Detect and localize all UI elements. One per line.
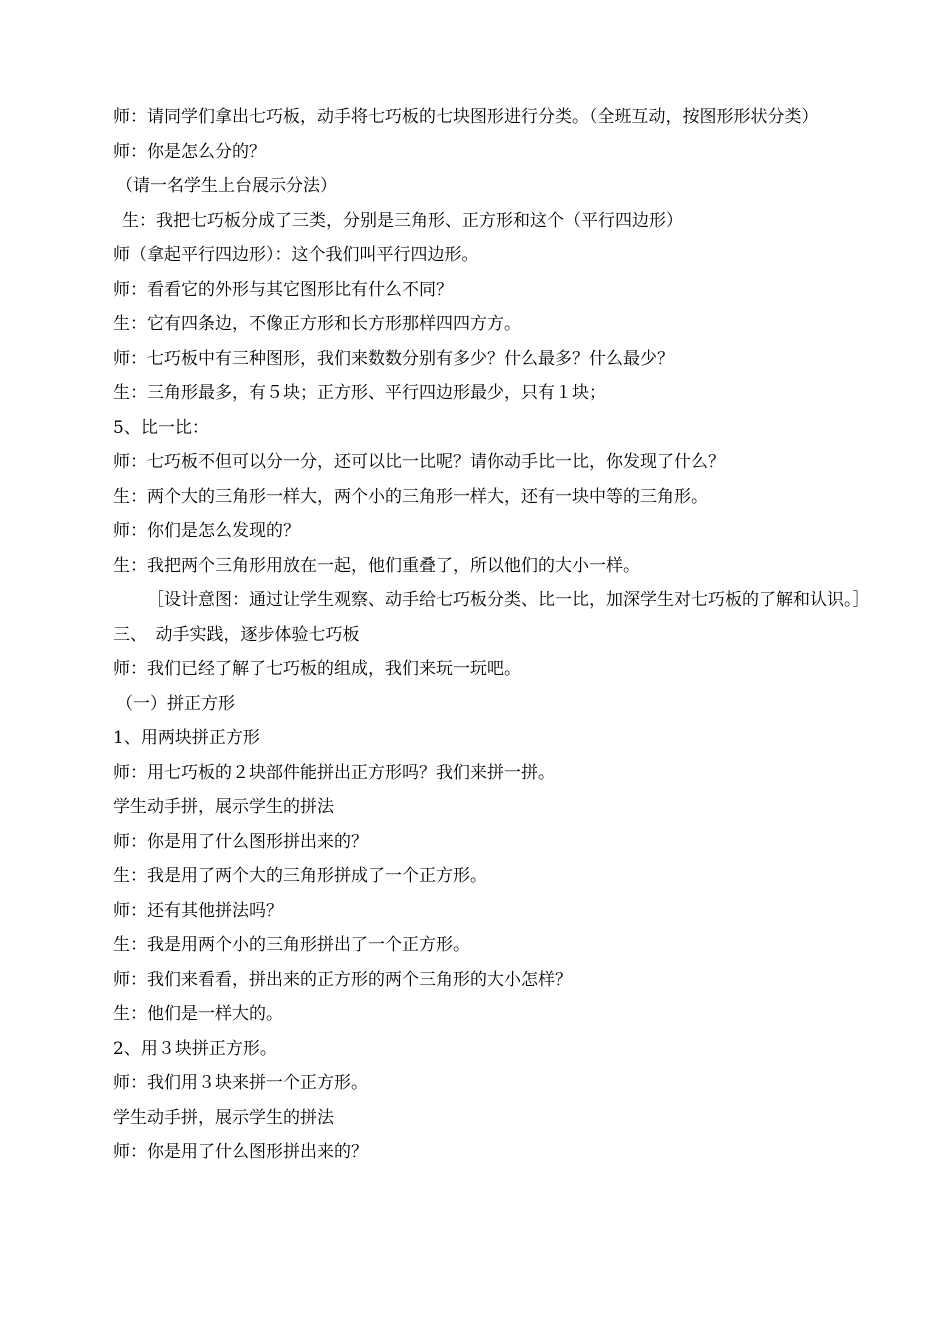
paragraph: 师：我们用３块来拼一个正方形。 — [113, 1073, 368, 1093]
paragraph: 师（拿起平行四边形）：这个我们叫平行四边形。 — [113, 245, 479, 265]
paragraph: 师：我们来看看，拼出来的正方形的两个三角形的大小怎样？ — [113, 969, 572, 990]
paragraph: 生：三角形最多，有５块；正方形、平行四边形最少，只有１块； — [113, 383, 606, 403]
subsection-heading: 1、用两块拼正方形 — [113, 728, 260, 748]
paragraph: 学生动手拼，展示学生的拼法 — [113, 1107, 334, 1128]
paragraph: 师：你是用了什么图形拼出来的？ — [113, 1142, 368, 1162]
paragraph: 师：七巧板中有三种图形，我们来数数分别有多少？什么最多？什么最少？ — [113, 348, 674, 369]
paragraph: 师：你是用了什么图形拼出来的？ — [113, 831, 368, 852]
paragraph: 师：我们已经了解了七巧板的组成，我们来玩一玩吧。 — [113, 659, 521, 679]
subsection-heading: 2、用３块拼正方形。 — [113, 1038, 277, 1059]
paragraph: 师：用七巧板的２块部件能拼出正方形吗？我们来拼一拼。 — [113, 762, 555, 783]
document-body — [113, 100, 870, 1170]
paragraph: 师：看看它的外形与其它图形比有什么不同？ — [113, 279, 453, 300]
section-heading: 三、 动手实践，逐步体验七巧板 — [113, 624, 360, 645]
section-heading: 5、比一比： — [113, 417, 209, 438]
paragraph: 生：我是用两个小的三角形拼出了一个正方形。 — [113, 935, 470, 955]
paragraph: （请一名学生上台展示分法） — [116, 176, 337, 196]
paragraph: 师：你是怎么分的？ — [113, 141, 266, 162]
paragraph: 师：你们是怎么发现的？ — [113, 521, 300, 541]
paragraph: 生：它有四条边，不像正方形和长方形那样四四方方。 — [113, 314, 521, 334]
paragraph: 生：我把七巧板分成了三类，分别是三角形、正方形和这个（平行四边形） — [122, 210, 683, 231]
subsection-heading: （一）拼正方形 — [116, 693, 235, 714]
paragraph: 生：两个大的三角形一样大，两个小的三角形一样大，还有一块中等的三角形。 — [113, 486, 708, 507]
paragraph: 生：我把两个三角形用放在一起，他们重叠了，所以他们的大小一样。 — [113, 555, 640, 576]
paragraph: 师：请同学们拿出七巧板，动手将七巧板的七块图形进行分类。（全班互动，按图形形状分类） — [113, 107, 819, 127]
paragraph: 师：七巧板不但可以分一分，还可以比一比呢？请你动手比一比，你发现了什么？ — [113, 452, 725, 472]
paragraph: 师：还有其他拼法吗？ — [113, 900, 283, 921]
design-intent-note: ［设计意图：通过让学生观察、动手给七巧板分类、比一比，加深学生对七巧板的了解和认识。］ — [147, 590, 870, 610]
paragraph: 生：我是用了两个大的三角形拼成了一个正方形。 — [113, 866, 487, 886]
paragraph: 生：他们是一样大的。 — [113, 1004, 283, 1024]
paragraph: 学生动手拼，展示学生的拼法 — [113, 797, 334, 817]
